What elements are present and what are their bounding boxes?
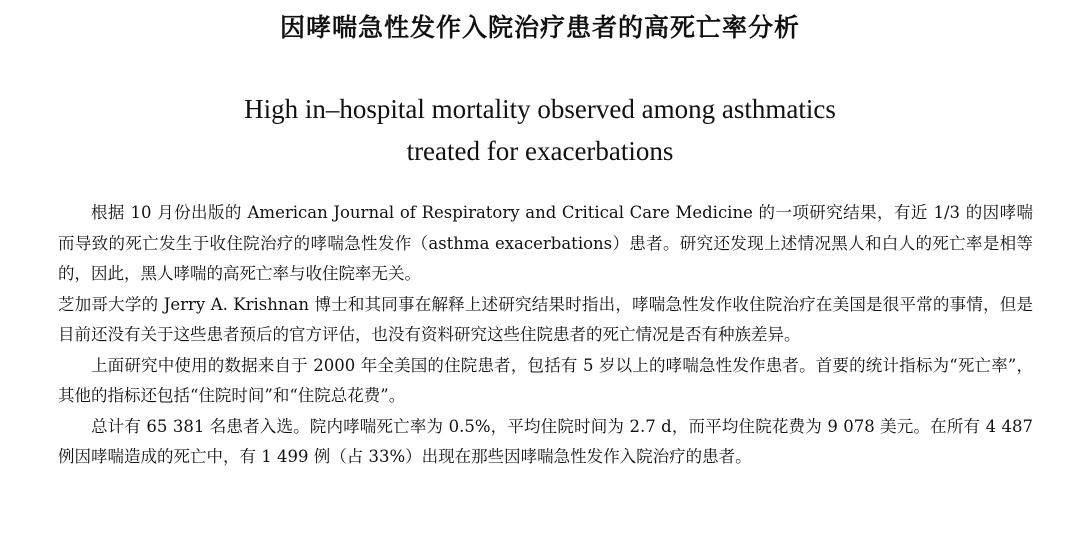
english-title-line-1: High in–hospital mortality observed among asthmatics bbox=[244, 94, 836, 124]
english-title-line-2: treated for exacerbations bbox=[406, 136, 674, 166]
article-body bbox=[58, 198, 1033, 473]
paragraph-3: 上面研究中使用的数据来自于 2000 年全美国的住院患者，包括有 5 岁以上的哮喘急性发作患者。首要的统计指标为“死亡率”，其他的指标还包括“住院时间”和“住院总花费”。 bbox=[58, 355, 1033, 405]
paragraph-2: 芝加哥大学的 Jerry A. Krishnan 博士和其同事在解释上述研究结果时指出，哮喘急性发作收住院治疗在美国是很平常的事情，但是目前还没有关于这些患者预后的官方评估，也没有资料研究这些住院患者的死亡情况是否有种族差异。 bbox=[58, 294, 1033, 344]
paragraph-4: 总计有 65 381 名患者入选。院内哮喘死亡率为 0.5%，平均住院时间为 2.7 d，而平均住院花费为 9 078 美元。在所有 4 487 例因哮喘造成的死亡中，有 1 499 例（占 33%）出现在那些因哮喘急性发作入院治疗的患者。 bbox=[58, 416, 1033, 466]
paragraph-1: 根据 10 月份出版的 American Journal of Respiratory and Critical Care Medicine 的一项研究结果，有近 1/3 的因哮喘而导致的死亡发生于收住院治疗的哮喘急性发作（asthma exacerbations）患者。研究还发现上述情况黑人和白人的死亡率是相等的，因此，黑人哮喘的高死亡率与收住院率无关。 bbox=[58, 203, 1033, 283]
chinese-title: 因哮喘急性发作入院治疗患者的高死亡率分析 bbox=[279, 13, 800, 42]
english-title bbox=[0, 88, 1080, 172]
